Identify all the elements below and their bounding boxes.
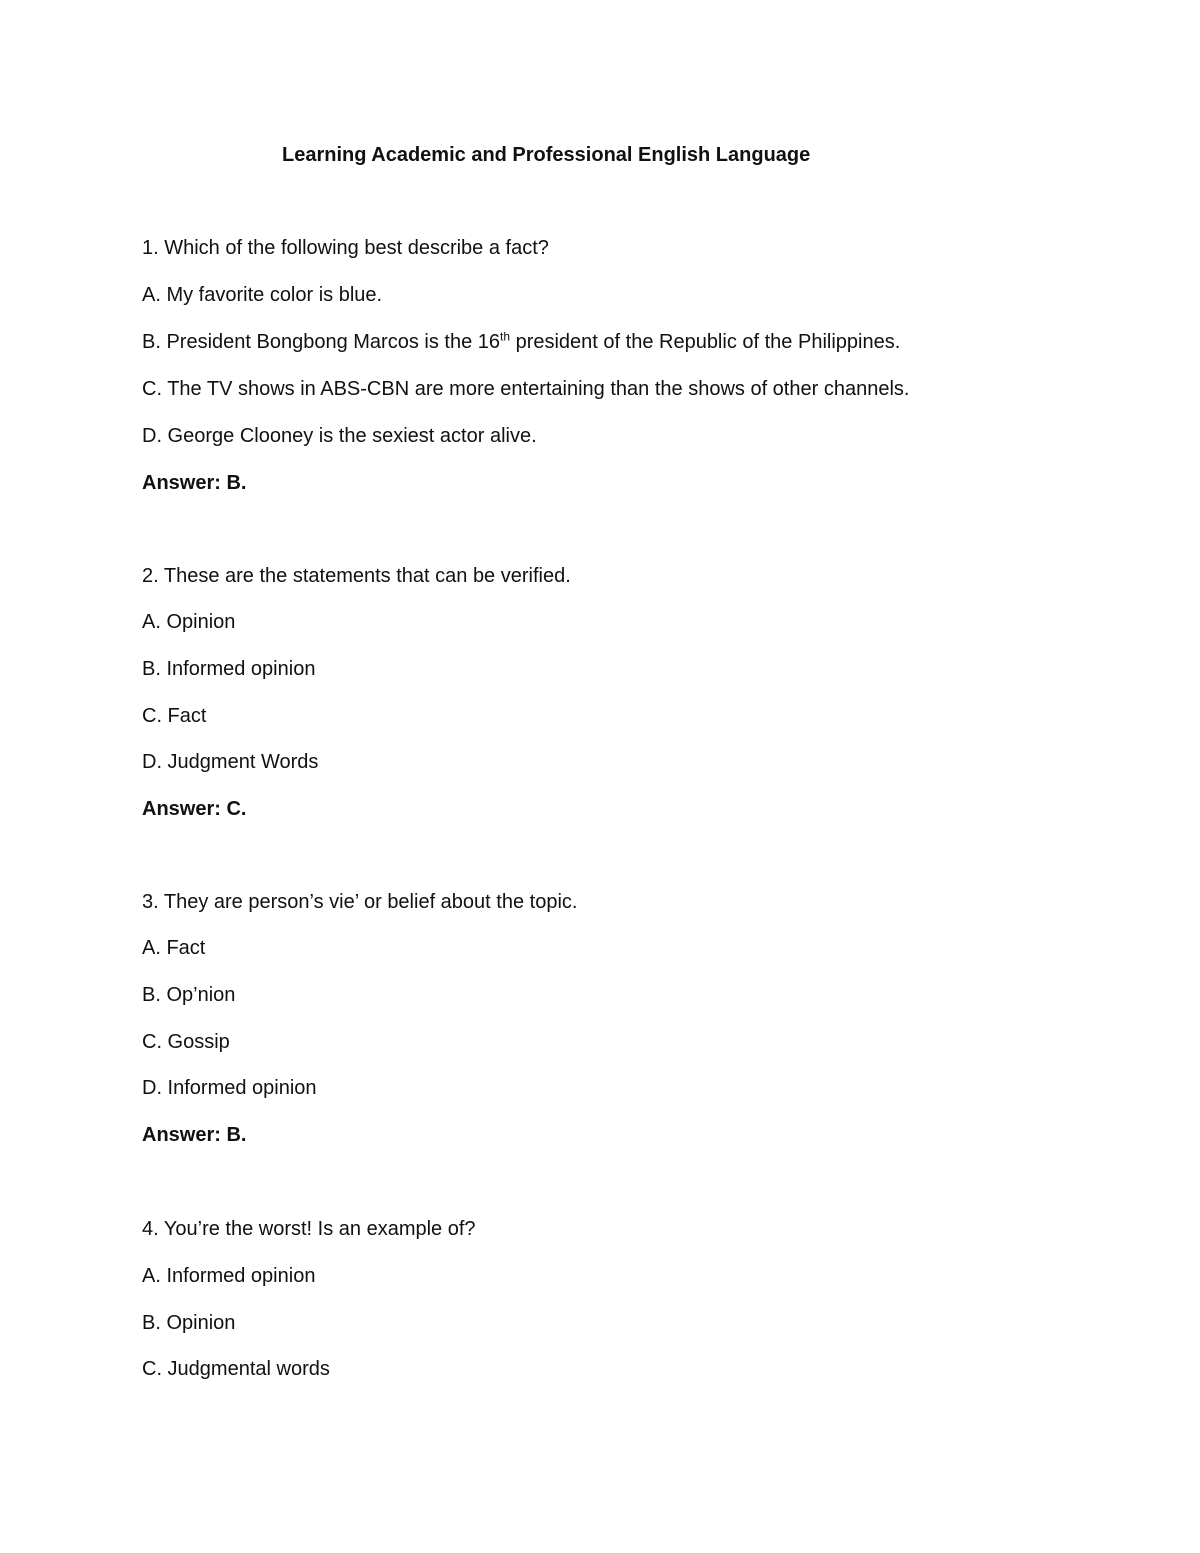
question-4-prompt: 4. You’re the worst! Is an example of? bbox=[142, 1218, 476, 1240]
question-4-option-c: C. Judgmental words bbox=[142, 1358, 330, 1380]
question-2-option-c: C. Fact bbox=[142, 705, 207, 727]
question-1-prompt: 1. Which of the following best describe a fact? bbox=[142, 237, 549, 259]
question-3-option-d: D. Informed opinion bbox=[142, 1077, 317, 1099]
question-2-option-b: B. Informed opinion bbox=[142, 658, 316, 680]
question-2-option-a: A. Opinion bbox=[142, 611, 236, 633]
question-1-option-b-ordinal: th bbox=[500, 329, 511, 344]
question-4-option-a: A. Informed opinion bbox=[142, 1265, 316, 1287]
question-1-option-c: C. The TV shows in ABS-CBN are more entertaining than the shows of other channels. bbox=[142, 378, 910, 400]
question-3-option-c: C. Gossip bbox=[142, 1031, 230, 1053]
question-2-answer: Answer: C. bbox=[142, 798, 247, 820]
question-1-answer: Answer: B. bbox=[142, 472, 247, 494]
question-3-option-b: B. Op’nion bbox=[142, 984, 236, 1006]
question-1-option-b bbox=[142, 331, 900, 354]
question-1-option-b-rest: president of the Republic of the Philippines. bbox=[510, 331, 901, 353]
question-3-answer: Answer: B. bbox=[142, 1124, 247, 1146]
question-1-option-d: D. George Clooney is the sexiest actor alive. bbox=[142, 425, 537, 447]
question-3-prompt: 3. They are person’s vie’ or belief about the topic. bbox=[142, 891, 578, 913]
question-4-option-b: B. Opinion bbox=[142, 1312, 236, 1334]
document-title: Learning Academic and Professional English Language bbox=[282, 144, 811, 166]
question-2-prompt: 2. These are the statements that can be verified. bbox=[142, 565, 571, 587]
question-2-option-d: D. Judgment Words bbox=[142, 751, 319, 773]
question-1-option-a: A. My favorite color is blue. bbox=[142, 284, 383, 306]
question-3-option-a: A. Fact bbox=[142, 937, 206, 959]
question-1-option-b-text: B. President Bongbong Marcos is the 16 bbox=[142, 331, 500, 353]
